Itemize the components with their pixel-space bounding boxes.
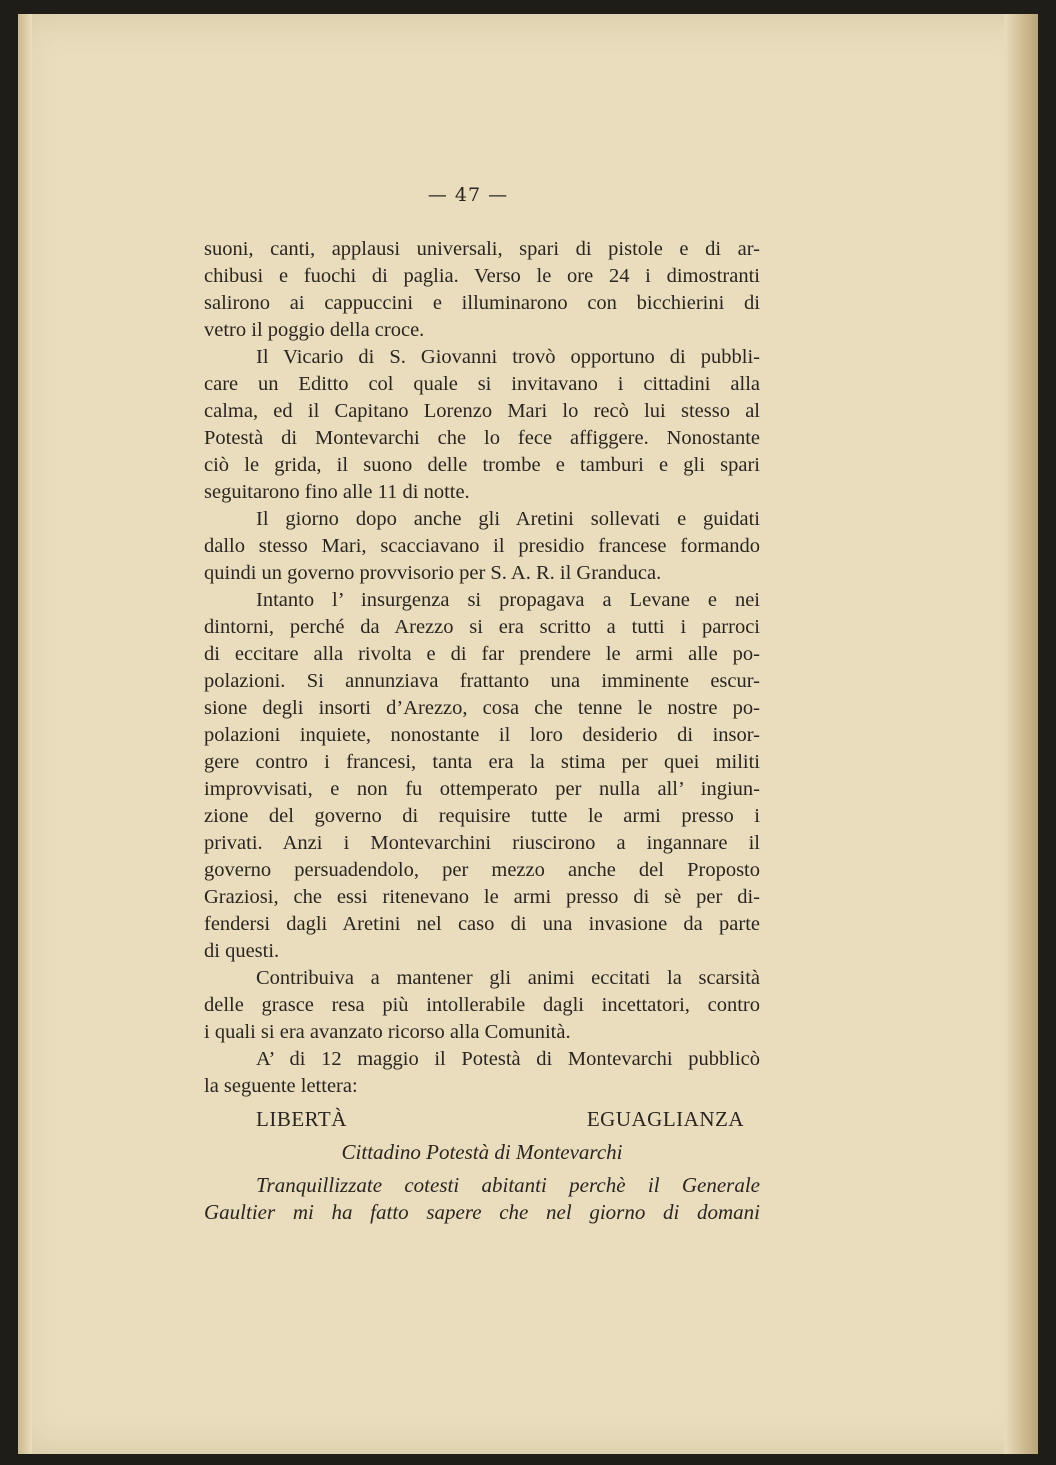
- paragraph: [204, 236, 760, 344]
- text-line: suoni, canti, applausi universali, spari di pistole e di ar-: [204, 238, 760, 260]
- body-text: [204, 236, 760, 1226]
- text-line: governo persuadendolo, per mezzo anche del Proposto: [204, 859, 760, 881]
- text-line: ciò le grida, il suono delle trombe e tamburi e gli spari: [204, 454, 760, 476]
- text-line: chibusi e fuochi di paglia. Verso le ore 24 i dimostranti: [204, 265, 760, 287]
- text-line: quindi un governo provvisorio per S. A. R. il Granduca.: [204, 562, 662, 584]
- text-line: zione del governo di requisire tutte le armi presso i: [204, 805, 760, 827]
- paragraph: [204, 1046, 760, 1100]
- text-line: Il giorno dopo anche gli Aretini sollevati e guidati: [256, 508, 760, 530]
- text-line: la seguente lettera:: [204, 1075, 358, 1097]
- text-line: di eccitare alla rivolta e di far prendere le armi alle po-: [204, 643, 760, 665]
- text-line: Graziosi, che essi ritenevano le armi presso di sè per di-: [204, 886, 760, 908]
- page-gutter-shadow: [18, 14, 32, 1454]
- text-line: Il Vicario di S. Giovanni trovò opportuno di pubbli-: [256, 346, 760, 368]
- text-line: Intanto l’ insurgenza si propagava a Levane e nei: [256, 589, 760, 611]
- text-line: care un Editto col quale si invitavano i cittadini alla: [204, 373, 760, 395]
- text-line: calma, ed il Capitano Lorenzo Mari lo recò lui stesso al: [204, 400, 760, 422]
- text-line: dallo stesso Mari, scacciavano il presidio francese formando: [204, 535, 760, 557]
- letter-line: Tranquillizzate cotesti abitanti perchè il Generale: [256, 1173, 760, 1197]
- paragraph: [204, 344, 760, 506]
- text-line: Potestà di Montevarchi che lo fece affiggere. Nonostante: [204, 427, 760, 449]
- letter-line: Gaultier mi ha fatto sapere che nel giorno di domani: [204, 1200, 760, 1224]
- text-line: gere contro i francesi, tanta era la stima per quei militi: [204, 751, 760, 773]
- text-line: polazioni inquiete, nonostante il loro desiderio di insor-: [204, 724, 760, 746]
- paragraph: [204, 506, 760, 587]
- text-line: A’ di 12 maggio il Potestà di Montevarchi pubblicò: [256, 1048, 760, 1070]
- paragraph: [204, 587, 760, 965]
- text-line: fendersi dagli Aretini nel caso di una invasione da parte: [204, 913, 760, 935]
- paragraph: [204, 965, 760, 1046]
- text-line: privati. Anzi i Montevarchini riuscirono a ingannare il: [204, 832, 760, 854]
- text-line: Contribuiva a mantener gli animi eccitati la scarsità: [256, 967, 760, 989]
- text-line: seguitarono fino alle 11 di notte.: [204, 481, 470, 503]
- text-line: sione degli insorti d’Arezzo, cosa che tenne le nostre po-: [204, 697, 760, 719]
- letter-body: [204, 1172, 760, 1226]
- text-line: vetro il poggio della croce.: [204, 319, 425, 341]
- text-line: i quali si era avanzato ricorso alla Comunità.: [204, 1021, 571, 1043]
- page-number: — 47 —: [427, 184, 509, 206]
- motto-liberta: LIBERTÀ: [256, 1107, 347, 1131]
- text-line: delle grasce resa più intollerabile dagli incettatori, contro: [204, 994, 760, 1016]
- page-right-edge: [1004, 14, 1038, 1454]
- text-line: improvvisati, e non fu ottemperato per nulla all’ ingiun-: [204, 778, 760, 800]
- text-line: di questi.: [204, 940, 280, 962]
- text-line: polazioni. Si annunziava frattanto una imminente escur-: [204, 670, 760, 692]
- letter-addressee: Cittadino Potestà di Montevarchi: [341, 1140, 623, 1164]
- motto-eguaglianza: EGUAGLIANZA: [586, 1107, 744, 1131]
- text-line: salirono ai cappuccini e illuminarono con bicchierini di: [204, 292, 760, 314]
- text-line: dintorni, perché da Arezzo si era scritto a tutti i parroci: [204, 616, 760, 638]
- letter-motto: [204, 1106, 760, 1133]
